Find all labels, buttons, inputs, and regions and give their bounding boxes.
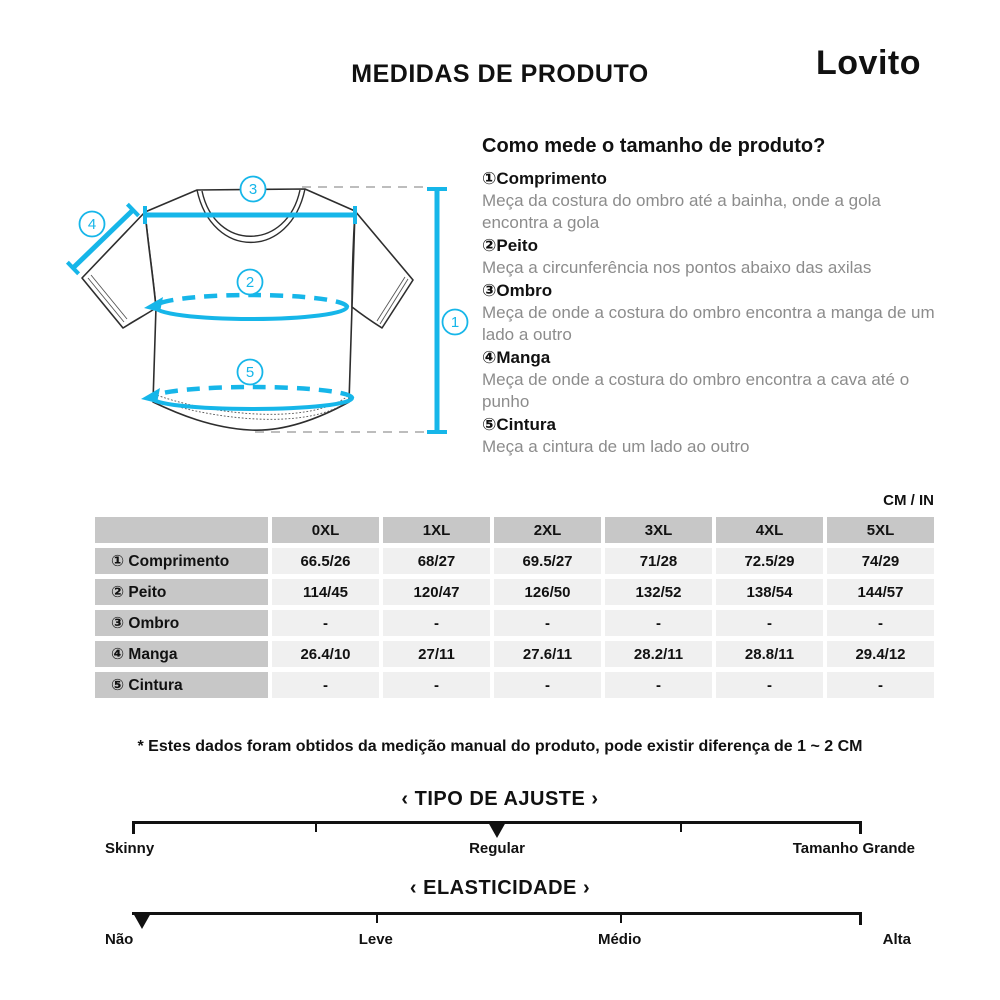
fit-tick-quarter: [315, 821, 317, 832]
badge-5: [238, 360, 263, 385]
cell-value: 144/57: [827, 579, 934, 605]
svg-text:1: 1: [450, 314, 460, 331]
tshirt-measurement-diagram: [60, 140, 480, 470]
cell-value: -: [272, 610, 379, 636]
cell-value: 72.5/29: [716, 548, 823, 574]
badge-4: [80, 212, 105, 237]
fit-slider-marker-icon: [488, 822, 506, 838]
cell-value: -: [605, 672, 712, 698]
cell-value: 69.5/27: [494, 548, 601, 574]
elasticity-label-alta: Alta: [882, 931, 911, 948]
elasticity-tick-medio: [620, 912, 622, 923]
cell-value: 68/27: [383, 548, 490, 574]
svg-text:2: 2: [245, 274, 255, 291]
howto-item: [482, 413, 938, 458]
howto-item-label: ④Manga: [482, 348, 551, 367]
cell-value: 26.4/10: [272, 641, 379, 667]
elasticity-slider-track: [132, 912, 862, 915]
row-label: ① Comprimento: [95, 548, 268, 574]
howto-item-label: ②Peito: [482, 236, 538, 255]
cell-value: -: [716, 672, 823, 698]
howto-item-desc: Meça a circunferência nos pontos abaixo das axilas: [482, 258, 872, 277]
howto-heading: Como mede o tamanho de produto?: [482, 135, 826, 157]
brand-logo: Lovito: [816, 44, 921, 82]
cell-value: -: [716, 610, 823, 636]
howto-item: [482, 167, 938, 234]
howto-item-label: ⑤Cintura: [482, 415, 556, 434]
cell-value: -: [827, 610, 934, 636]
unit-label: CM / IN: [883, 492, 934, 509]
howto-item-desc: Meça a cintura de um lado ao outro: [482, 437, 750, 456]
badge-3: [241, 177, 266, 202]
badge-2: [238, 270, 263, 295]
elasticity-tick-leve: [376, 912, 378, 923]
svg-text:4: 4: [87, 216, 97, 233]
badge-1: [443, 310, 468, 335]
column-header: 2XL: [494, 517, 601, 543]
cell-value: 66.5/26: [272, 548, 379, 574]
cell-value: -: [383, 610, 490, 636]
howto-item-desc: Meça de onde a costura do ombro encontra a manga de um lado a outro: [482, 303, 935, 344]
fit-label-skinny: Skinny: [105, 840, 155, 857]
elasticity-label-nao: Não: [105, 931, 134, 948]
svg-text:5: 5: [245, 364, 255, 381]
elasticity-label-leve: Leve: [358, 931, 393, 948]
tshirt-outline: [82, 189, 413, 430]
cell-value: 27.6/11: [494, 641, 601, 667]
cell-value: 71/28: [605, 548, 712, 574]
cell-value: -: [494, 610, 601, 636]
column-header: 4XL: [716, 517, 823, 543]
cell-value: -: [827, 672, 934, 698]
fit-label-regular: Regular: [469, 840, 525, 857]
cell-value: 29.4/12: [827, 641, 934, 667]
row-label: ④ Manga: [95, 641, 268, 667]
howto-item-label: ③Ombro: [482, 281, 553, 300]
elasticity-slider-title: ‹ ELASTICIDADE ›: [409, 877, 591, 899]
fit-label-tamanho-grande: Tamanho Grande: [792, 840, 915, 857]
fit-slider-title: ‹ TIPO DE AJUSTE ›: [401, 788, 599, 810]
column-header: 3XL: [605, 517, 712, 543]
howto-item-desc: Meça da costura do ombro até a bainha, onde a gola encontra a gola: [482, 191, 881, 232]
fit-slider: [105, 821, 915, 863]
howto-section: [482, 134, 938, 458]
size-table: [95, 517, 934, 698]
cell-value: 74/29: [827, 548, 934, 574]
fit-tick-start: [132, 821, 135, 834]
elasticity-tick-end: [859, 912, 862, 925]
cell-value: 132/52: [605, 579, 712, 605]
howto-item-label: ①Comprimento: [482, 169, 607, 188]
cell-value: 126/50: [494, 579, 601, 605]
row-label: ⑤ Cintura: [95, 672, 268, 698]
cell-value: -: [605, 610, 712, 636]
elasticity-slider-marker-icon: [133, 913, 151, 929]
cell-value: -: [272, 672, 379, 698]
elasticity-slider: [105, 912, 911, 954]
column-header: 1XL: [383, 517, 490, 543]
row-label: ② Peito: [95, 579, 268, 605]
page-title: MEDIDAS DE PRODUTO: [351, 60, 649, 88]
fit-tick-threequarter: [680, 821, 682, 832]
cell-value: 27/11: [383, 641, 490, 667]
column-header: 0XL: [272, 517, 379, 543]
footnote: * Estes dados foram obtidos da medição manual do produto, pode existir diferença de 1 ~ 2 CM: [137, 738, 863, 755]
howto-item: [482, 234, 938, 279]
cell-value: -: [383, 672, 490, 698]
svg-text:3: 3: [248, 181, 258, 198]
cell-value: -: [494, 672, 601, 698]
cell-value: 28.2/11: [605, 641, 712, 667]
table-corner-cell: [95, 517, 268, 543]
cell-value: 114/45: [272, 579, 379, 605]
howto-item: [482, 346, 938, 413]
howto-item: [482, 279, 938, 346]
cell-value: 138/54: [716, 579, 823, 605]
column-header: 5XL: [827, 517, 934, 543]
elasticity-label-medio: Médio: [597, 931, 642, 948]
fit-tick-end: [859, 821, 862, 834]
howto-item-desc: Meça de onde a costura do ombro encontra a cava até o punho: [482, 370, 910, 411]
cell-value: 120/47: [383, 579, 490, 605]
cell-value: 28.8/11: [716, 641, 823, 667]
row-label: ③ Ombro: [95, 610, 268, 636]
